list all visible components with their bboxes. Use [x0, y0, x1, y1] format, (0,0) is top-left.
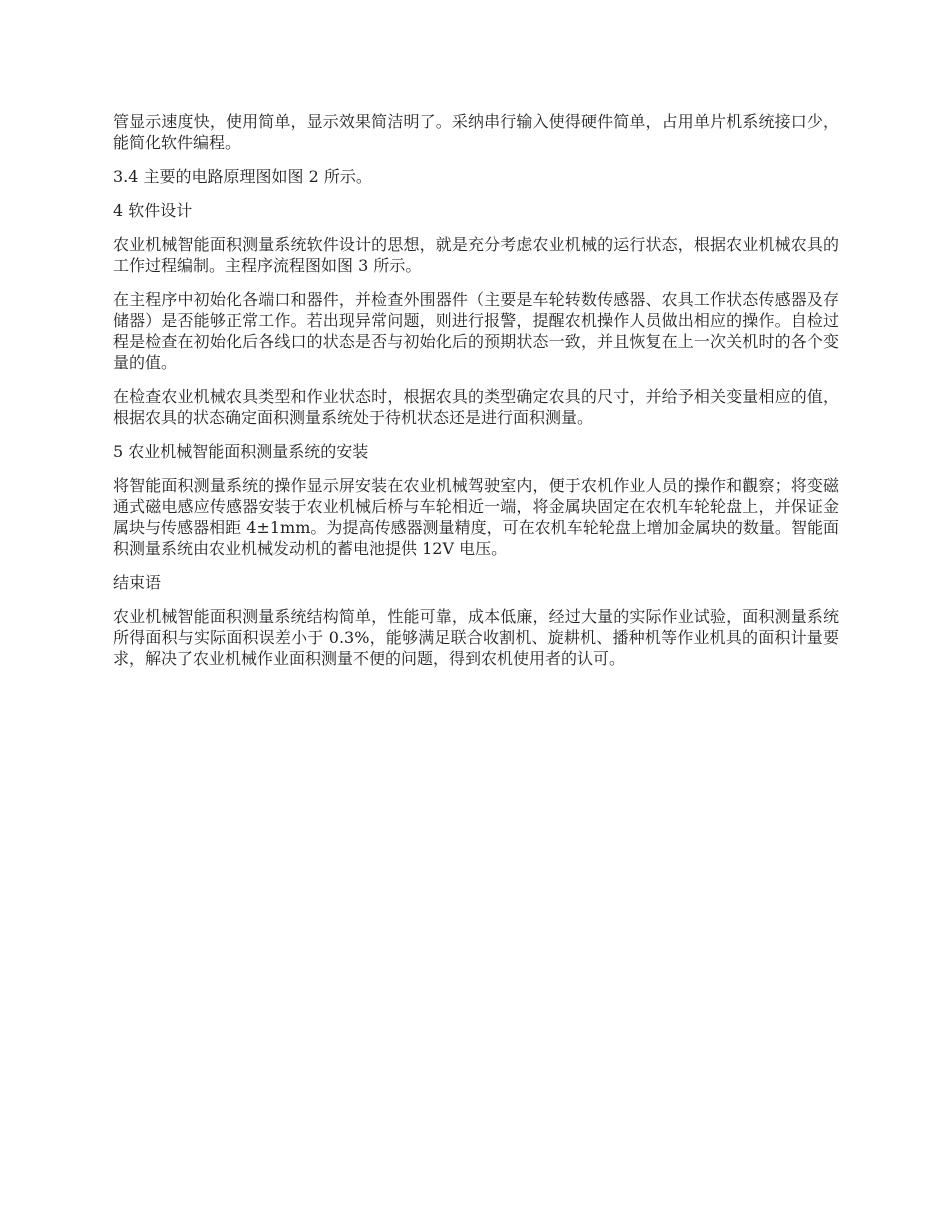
section-heading-conclusion: 结束语: [113, 573, 162, 592]
paragraph-circuit-diagram-ref: 3.4 主要的电路原理图如图 2 所示。: [113, 167, 372, 186]
paragraph-conclusion: 农业机械智能面积测量系统结构简单，性能可靠，成本低廉，经过大量的实际作业试验，面积测量系统所得面积与实际面积误差小于 0.3%，能够满足联合收割机、旋耕机、播种机等作业机具的面积计量要求，解决了农业机械作业面积测量不便的问题，得到农机使用者的认可。: [113, 607, 839, 668]
paragraph-display-description: 管显示速度快，使用简单，显示效果简洁明了。采纳串行输入使得硬件简单，占用单片机系统接口少，能简化软件编程。: [113, 112, 839, 152]
document-body: [113, 111, 839, 682]
paragraph-installation-details: 将智能面积测量系统的操作显示屏安装在农业机械驾驶室内，便于农机作业人员的操作和觀察；将变磁通式磁电感应传感器安装于农业机械后桥与车轮相近一端，将金属块固定在农机车轮轮盘上，并保证金属块与传感器相距 4±1mm。为提高传感器测量精度，可在农机车轮轮盘上增加金属块的数量。智能面积测量系统由农业机械发动机的蓄电池提供 12V 电压。: [113, 476, 839, 558]
paragraph-software-design-idea: 农业机械智能面积测量系统软件设计的思想，就是充分考虑农业机械的运行状态，根据农业机械农具的工作过程编制。主程序流程图如图 3 所示。: [113, 235, 839, 275]
section-heading-installation: 5 农业机械智能面积测量系统的安装: [113, 442, 369, 461]
paragraph-implement-check: 在检查农业机械农具类型和作业状态时，根据农具的类型确定农具的尺寸，并给予相关变量相应的值，根据农具的状态确定面积测量系统处于待机状态还是进行面积测量。: [113, 387, 839, 427]
section-heading-software-design: 4 软件设计: [113, 201, 193, 220]
paragraph-main-program-init: 在主程序中初始化各端口和器件，并检查外围器件（主要是车轮转数传感器、农具工作状态传感器及存储器）是否能够正常工作。若出现异常问题，则进行报警，提醒农机操作人员做出相应的操作。自检过程是检查在初始化后各线口的状态是否与初始化后的预期状态一致，并且恢复在上一次关机时的各个变量的值。: [113, 290, 839, 372]
